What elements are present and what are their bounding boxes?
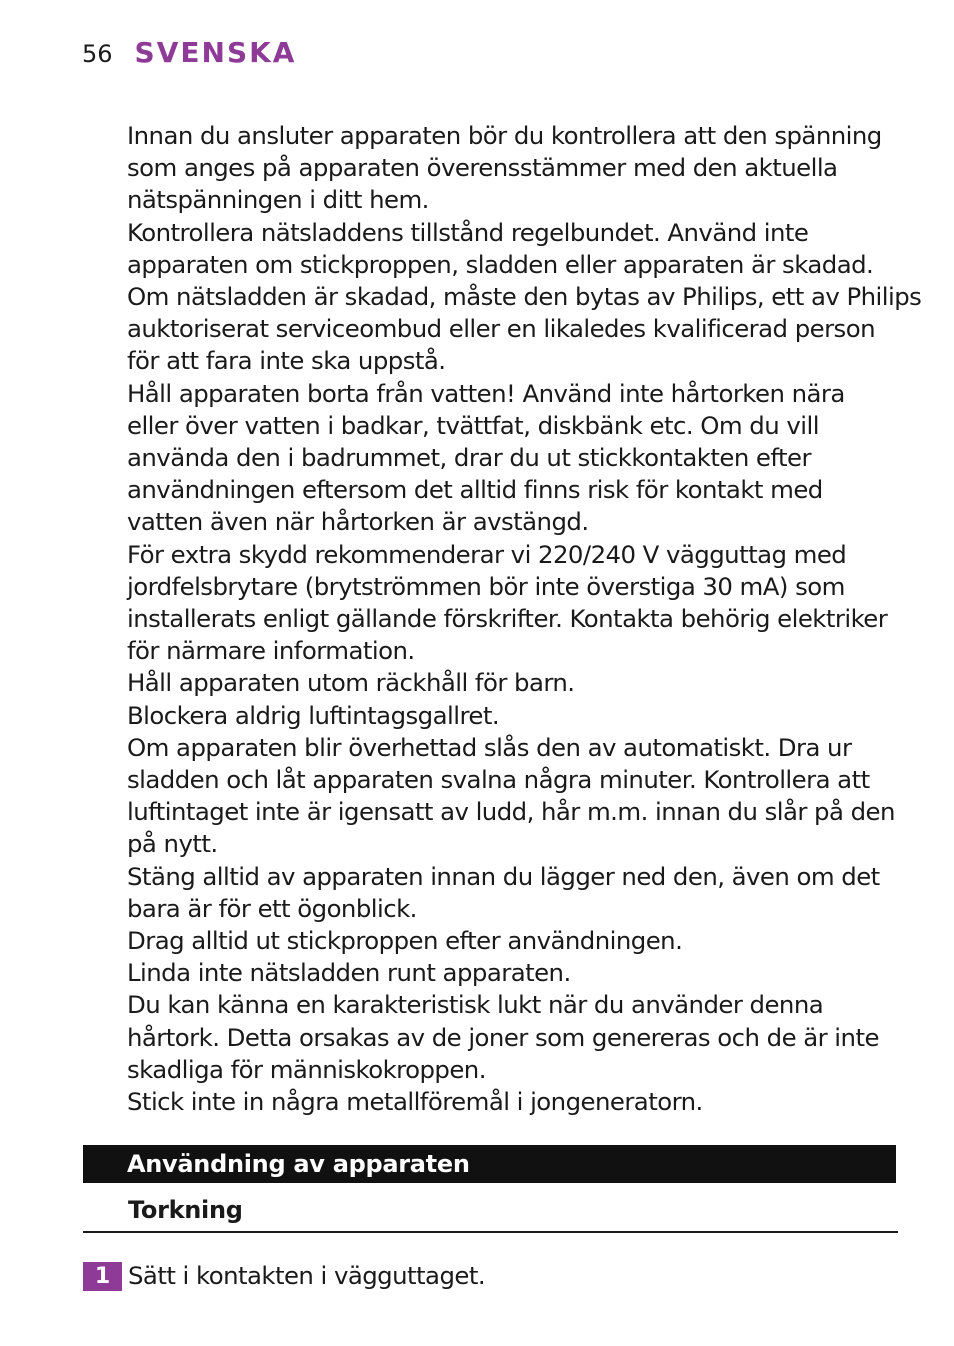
warnings-text-block	[127, 120, 922, 1118]
paragraph-cord-wrap: Linda inte nätsladden runt apparaten.	[127, 958, 571, 988]
paragraph-air-inlet: Blockera aldrig luftintagsgallret.	[127, 700, 500, 730]
step-item	[83, 1260, 485, 1292]
sub-heading: Torkning	[128, 1196, 243, 1224]
paragraph-children: Håll apparaten utom räckhåll för barn.	[127, 668, 575, 698]
step-number-badge: 1	[83, 1262, 122, 1291]
paragraph-metal-objects: Stick inte in några metallföremål i jongeneratorn.	[127, 1087, 703, 1117]
paragraph-cord-damage: Kontrollera nätsladdens tillstånd regelbundet. Använd inte apparaten om stickproppen, sladden eller apparaten är skadad. Om nätsladden är skadad, måste den bytas av Philips, ett av Philips auktoriserat serviceombud eller en likaledes kvalificerad person för att fara inte ska uppstå.	[127, 217, 922, 376]
heading-divider	[83, 1231, 898, 1233]
paragraph-overheating: Om apparaten blir överhettad slås den av automatiskt. Dra ur sladden och låt apparaten svalna några minuter. Kontrollera att luftintaget inte är igensatt av ludd, hår m.m. innan du slår på den på nytt.	[127, 732, 895, 859]
page-header	[82, 36, 296, 72]
section-heading-bar: Användning av apparaten	[83, 1145, 896, 1183]
paragraph-smell: Du kan känna en karakteristisk lukt när du använder denna hårtork. Detta orsakas av de joner som genereras och de är inte skadliga för människokroppen.	[127, 990, 879, 1084]
step-text: Sätt i kontakten i vägguttaget.	[128, 1261, 486, 1290]
paragraph-voltage-check: Innan du ansluter apparaten bör du kontrollera att den spänning som anges på apparaten överensstämmer med den aktuella nätspänningen i ditt hem.	[127, 121, 882, 215]
paragraph-water-warning: Håll apparaten borta från vatten! Använd inte hårtorken nära eller över vatten i badkar, tvättfat, diskbänk etc. Om du vill använda den i badrummet, drar du ut stickkontakten efter användningen eftersom det alltid finns risk för kontakt med vatten även när hårtorken är avstängd.	[127, 378, 845, 537]
paragraph-unplug: Drag alltid ut stickproppen efter användningen.	[127, 926, 683, 956]
language-section-label: SVENSKA	[134, 36, 297, 69]
paragraph-switch-off: Stäng alltid av apparaten innan du lägger ned den, även om det bara är för ett ögonblick.	[127, 861, 880, 923]
page-number: 56	[82, 40, 113, 68]
paragraph-rcd-protection: För extra skydd rekommenderar vi 220/240 V vägguttag med jordfelsbrytare (brytströmmen bör inte överstiga 30 mA) som installerats enligt gällande förskrifter. Kontakta behörig elektriker för närmare information.	[127, 539, 888, 666]
